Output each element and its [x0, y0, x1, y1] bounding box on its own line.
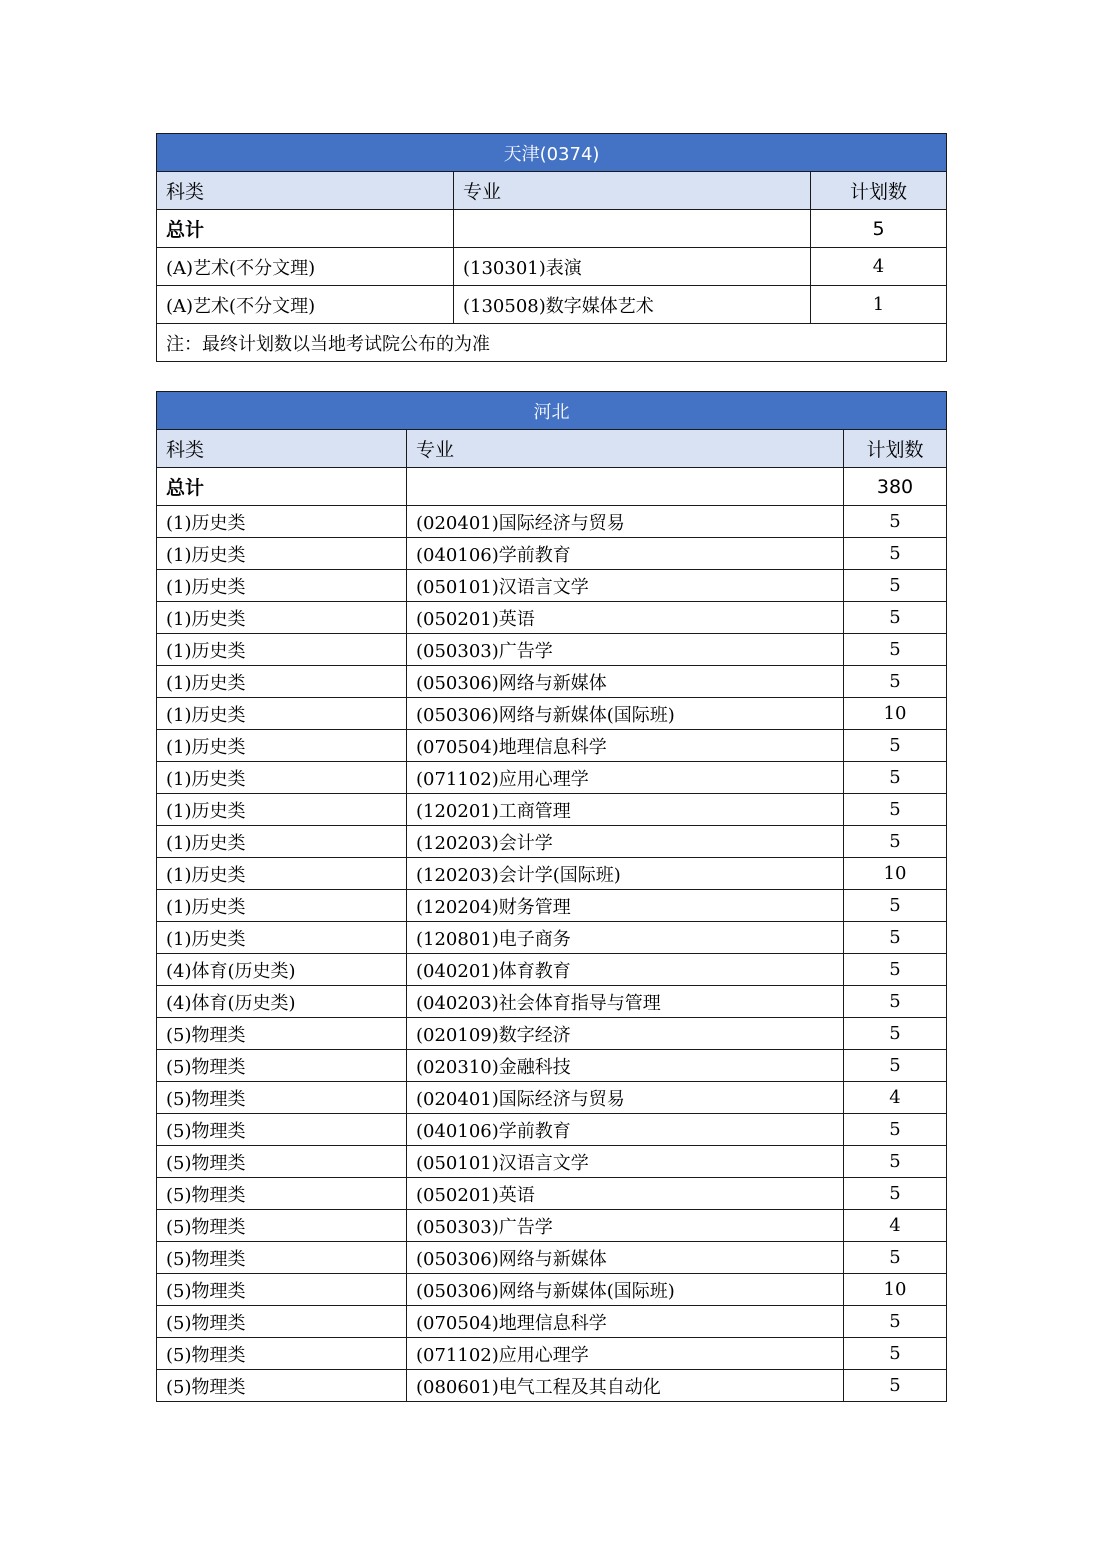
row-major: (071102)应用心理学 [407, 762, 844, 794]
tianjin-plan-table [156, 133, 947, 362]
table-row [157, 248, 947, 286]
row-category: (5)物理类 [157, 1018, 407, 1050]
total-row [157, 210, 947, 248]
table-row [157, 634, 947, 666]
row-major: (050201)英语 [407, 1178, 844, 1210]
table-row [157, 570, 947, 602]
row-major: (120203)会计学(国际班) [407, 858, 844, 890]
total-major [407, 468, 844, 506]
column-header-row [157, 430, 947, 468]
column-header-major: 专业 [407, 430, 844, 468]
table-title: 河北 [157, 392, 947, 430]
column-header-count: 计划数 [844, 430, 947, 468]
note-text: 注：最终计划数以当地考试院公布的为准 [157, 324, 947, 362]
table-row [157, 762, 947, 794]
column-header-category: 科类 [157, 430, 407, 468]
table-row [157, 1050, 947, 1082]
table-row [157, 1306, 947, 1338]
row-major: (050306)网络与新媒体(国际班) [407, 698, 844, 730]
row-count: 5 [844, 1338, 947, 1370]
row-major: (130508)数字媒体艺术 [454, 286, 811, 324]
row-category: (A)艺术(不分文理) [157, 248, 454, 286]
row-count: 5 [844, 1370, 947, 1402]
row-count: 5 [844, 890, 947, 922]
row-category: (4)体育(历史类) [157, 954, 407, 986]
total-count: 380 [844, 468, 947, 506]
row-category: (5)物理类 [157, 1178, 407, 1210]
row-category: (5)物理类 [157, 1210, 407, 1242]
table-row [157, 954, 947, 986]
row-category: (5)物理类 [157, 1242, 407, 1274]
table-row [157, 794, 947, 826]
row-category: (1)历史类 [157, 922, 407, 954]
total-label: 总计 [157, 468, 407, 506]
table-row [157, 286, 947, 324]
row-major: (040203)社会体育指导与管理 [407, 986, 844, 1018]
row-count: 5 [844, 730, 947, 762]
row-count: 5 [844, 986, 947, 1018]
table-row [157, 890, 947, 922]
table-row [157, 538, 947, 570]
row-major: (050101)汉语言文学 [407, 1146, 844, 1178]
table-row [157, 666, 947, 698]
row-count: 4 [844, 1082, 947, 1114]
table-row [157, 858, 947, 890]
row-major: (040106)学前教育 [407, 1114, 844, 1146]
row-count: 5 [844, 1306, 947, 1338]
row-count: 5 [844, 634, 947, 666]
row-count: 5 [844, 794, 947, 826]
row-count: 5 [844, 954, 947, 986]
row-major: (050303)广告学 [407, 1210, 844, 1242]
row-major: (071102)应用心理学 [407, 1338, 844, 1370]
row-major: (050306)网络与新媒体 [407, 1242, 844, 1274]
row-category: (1)历史类 [157, 602, 407, 634]
total-label: 总计 [157, 210, 454, 248]
row-major: (020310)金融科技 [407, 1050, 844, 1082]
row-category: (A)艺术(不分文理) [157, 286, 454, 324]
row-category: (1)历史类 [157, 858, 407, 890]
total-count: 5 [811, 210, 947, 248]
row-major: (070504)地理信息科学 [407, 730, 844, 762]
table-row [157, 1018, 947, 1050]
row-category: (5)物理类 [157, 1338, 407, 1370]
table-body [157, 506, 947, 1402]
row-count: 4 [844, 1210, 947, 1242]
row-category: (5)物理类 [157, 1274, 407, 1306]
row-count: 5 [844, 1050, 947, 1082]
table-row [157, 602, 947, 634]
row-count: 5 [844, 666, 947, 698]
row-category: (5)物理类 [157, 1082, 407, 1114]
row-major: (020401)国际经济与贸易 [407, 506, 844, 538]
row-count: 1 [811, 286, 947, 324]
note-row [157, 324, 947, 362]
row-count: 4 [811, 248, 947, 286]
table-title-row [157, 392, 947, 430]
row-count: 5 [844, 1146, 947, 1178]
row-count: 5 [844, 1114, 947, 1146]
row-count: 5 [844, 570, 947, 602]
table-row [157, 1242, 947, 1274]
row-major: (070504)地理信息科学 [407, 1306, 844, 1338]
table-row [157, 1338, 947, 1370]
row-count: 5 [844, 538, 947, 570]
row-count: 10 [844, 858, 947, 890]
row-major: (050201)英语 [407, 602, 844, 634]
row-category: (1)历史类 [157, 570, 407, 602]
row-major: (120801)电子商务 [407, 922, 844, 954]
row-category: (1)历史类 [157, 698, 407, 730]
table-row [157, 922, 947, 954]
row-category: (1)历史类 [157, 538, 407, 570]
table-row [157, 1274, 947, 1306]
row-major: (050101)汉语言文学 [407, 570, 844, 602]
row-major: (050303)广告学 [407, 634, 844, 666]
table-row [157, 506, 947, 538]
row-category: (5)物理类 [157, 1370, 407, 1402]
row-major: (120201)工商管理 [407, 794, 844, 826]
row-category: (5)物理类 [157, 1146, 407, 1178]
row-category: (1)历史类 [157, 730, 407, 762]
row-major: (120204)财务管理 [407, 890, 844, 922]
row-category: (1)历史类 [157, 762, 407, 794]
row-count: 10 [844, 1274, 947, 1306]
row-count: 5 [844, 602, 947, 634]
row-category: (1)历史类 [157, 826, 407, 858]
table-row [157, 730, 947, 762]
row-category: (5)物理类 [157, 1306, 407, 1338]
table-row [157, 698, 947, 730]
table-title: 天津(0374) [157, 134, 947, 172]
table-row [157, 1370, 947, 1402]
row-count: 5 [844, 506, 947, 538]
row-major: (080601)电气工程及其自动化 [407, 1370, 844, 1402]
hebei-plan-table [156, 391, 947, 1402]
row-major: (020109)数字经济 [407, 1018, 844, 1050]
total-row [157, 468, 947, 506]
row-category: (1)历史类 [157, 666, 407, 698]
row-category: (1)历史类 [157, 890, 407, 922]
row-major: (020401)国际经济与贸易 [407, 1082, 844, 1114]
row-count: 5 [844, 762, 947, 794]
row-major: (050306)网络与新媒体 [407, 666, 844, 698]
row-major: (040201)体育教育 [407, 954, 844, 986]
row-major: (040106)学前教育 [407, 538, 844, 570]
row-category: (5)物理类 [157, 1114, 407, 1146]
column-header-category: 科类 [157, 172, 454, 210]
table-row [157, 1114, 947, 1146]
row-count: 10 [844, 698, 947, 730]
total-major [454, 210, 811, 248]
row-category: (4)体育(历史类) [157, 986, 407, 1018]
row-category: (1)历史类 [157, 506, 407, 538]
table-row [157, 1210, 947, 1242]
table-row [157, 1146, 947, 1178]
row-count: 5 [844, 826, 947, 858]
table-row [157, 826, 947, 858]
table-row [157, 1082, 947, 1114]
table-title-row [157, 134, 947, 172]
row-category: (5)物理类 [157, 1050, 407, 1082]
row-major: (120203)会计学 [407, 826, 844, 858]
row-count: 5 [844, 1178, 947, 1210]
table-row [157, 986, 947, 1018]
column-header-count: 计划数 [811, 172, 947, 210]
row-category: (1)历史类 [157, 634, 407, 666]
row-count: 5 [844, 922, 947, 954]
row-count: 5 [844, 1018, 947, 1050]
row-major: (050306)网络与新媒体(国际班) [407, 1274, 844, 1306]
row-major: (130301)表演 [454, 248, 811, 286]
column-header-major: 专业 [454, 172, 811, 210]
column-header-row [157, 172, 947, 210]
row-count: 5 [844, 1242, 947, 1274]
row-category: (1)历史类 [157, 794, 407, 826]
table-row [157, 1178, 947, 1210]
